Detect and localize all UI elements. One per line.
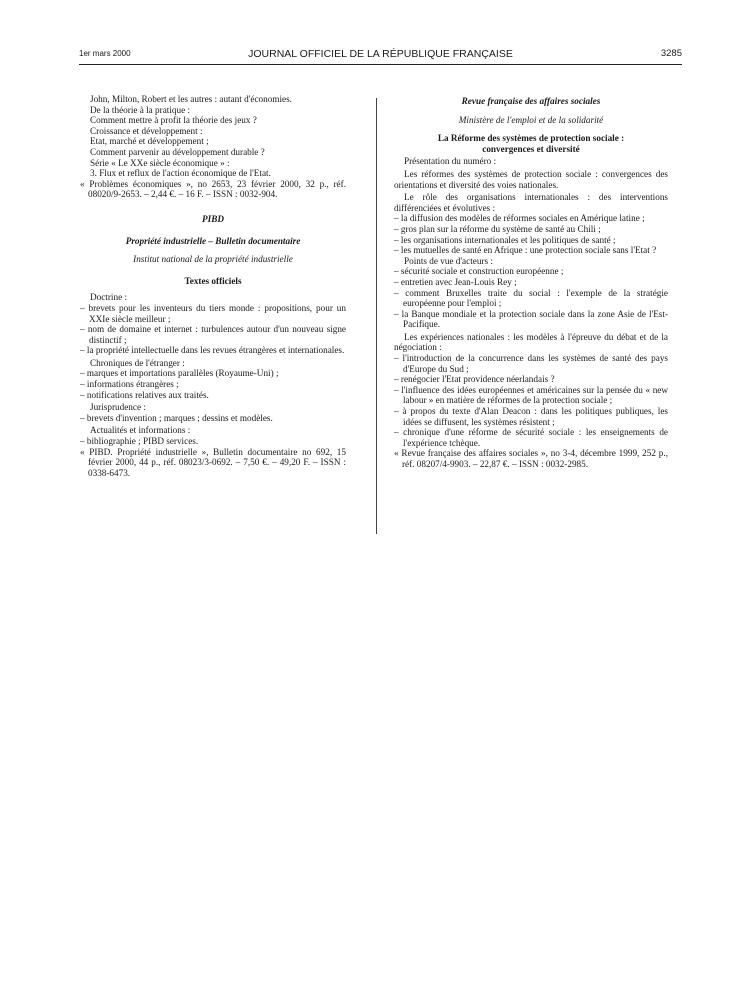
- paragraph: Le rôle des organisations internationales : des interventions différenciées et évolutives :: [394, 192, 668, 213]
- section-heading-textes: Textes officiels: [184, 275, 242, 286]
- paragraph: Les expériences nationales : les modèles à l'épreuve du débat et de la négociation :: [394, 331, 668, 353]
- list-item: – comment Bruxelles traite du social : l'exemple de la stratégie européenne pour l'emploi ;: [394, 287, 668, 309]
- left-line: Comment parvenir au développement durable ?: [90, 146, 265, 157]
- left-line: Comment mettre à profit la théorie des jeux ?: [90, 115, 257, 126]
- list-item: – les organisations internationales et les politiques de santé ;: [394, 234, 616, 245]
- header-date: 1er mars 2000: [79, 49, 131, 58]
- paragraph: Les réformes des systèmes de protection sociale : convergences des orientations et diversité des voies nationales.: [394, 168, 668, 190]
- reference-revue: « Revue française des affaires sociales », no 3-4, décembre 1999, 252 p., réf. 08207/4-9903. – 22,87 €. – ISSN : 0032-2985.: [394, 448, 668, 469]
- left-column: [80, 94, 346, 478]
- paragraph: Points de vue d'acteurs :: [404, 255, 493, 266]
- left-line: 3. Flux et reflux de l'action économique de l'Etat.: [90, 168, 271, 179]
- left-line: John, Milton, Robert et les autres : autant d'économies.: [90, 94, 292, 104]
- page-header: [79, 46, 682, 62]
- reference-pibd: « PIBD. Propriété industrielle », Bulletin documentaire no 692, 15 février 2000, 44 p., réf. 08023/3-0692. – 7,50 €. – 49,20 F. – ISSN : 0338-6473.: [80, 446, 346, 478]
- list-item: – notifications relatives aux traités.: [80, 389, 209, 400]
- presentation-label: Présentation du numéro :: [404, 156, 497, 167]
- list-item: – à propos du texte d'Alan Deacon : dans les politiques publiques, les idées se diffusent, les systèmes résistent ;: [394, 406, 668, 427]
- list-item: – les mutuelles de santé en Afrique : une protection sociale sans l'Etat ?: [394, 245, 657, 256]
- list-item: – la diffusion des modèles de réformes sociales en Amérique latine ;: [394, 213, 645, 224]
- list-item: – renégocier l'Etat providence néerlandais ?: [394, 374, 555, 385]
- list-item: – gros plan sur la réforme du système de santé au Chili ;: [394, 223, 601, 234]
- list-item: – brevets d'invention ; marques ; dessins et modèles.: [80, 412, 273, 423]
- list-item: – brevets pour les inventeurs du tiers monde : propositions, pour un XXIe siècle meilleur ;: [80, 302, 346, 324]
- left-line: Croissance et développement :: [90, 125, 203, 136]
- right-column: [394, 94, 668, 470]
- ministry-name: Ministère de l'emploi et de la solidarité: [458, 114, 604, 125]
- actualites-label: Actualités et informations :: [90, 425, 191, 436]
- list-item: – l'influence des idées européennes et américaines sur la pensée du « new labour » en matière de réformes de la protection sociale ;: [394, 384, 668, 406]
- list-item: – la Banque mondiale et la protection sociale dans la zone Asie de l'Est-Pacifique.: [394, 308, 668, 330]
- header-rule: [79, 64, 682, 65]
- jurisprudence-label: Jurisprudence :: [90, 402, 146, 413]
- list-item: – informations étrangères ;: [80, 379, 179, 390]
- list-item: – nom de domaine et internet : turbulences autour d'un nouveau signe distinctif ;: [80, 324, 346, 345]
- left-line: Série « Le XXe siècle économique » :: [90, 157, 230, 168]
- issue-heading: La Réforme des systèmes de protection sociale : convergences et diversité: [437, 133, 625, 154]
- list-item: – sécurité sociale et construction européenne ;: [394, 266, 564, 277]
- doctrine-label: Doctrine :: [90, 292, 127, 303]
- reference-problemes-economiques: « Problèmes économiques », no 2653, 23 février 2000, 32 p., réf. 08020/9-2653. – 2,44 €. – 16 F. – ISSN : 0032-904.: [80, 178, 346, 200]
- section-institute: Institut national de la propriété industrielle: [133, 254, 293, 265]
- journal-title: Revue française des affaires sociales: [461, 96, 601, 106]
- chroniques-label: Chroniques de l'étranger :: [90, 357, 185, 368]
- header-journal-title: JOURNAL OFFICIEL DE LA RÉPUBLIQUE FRANÇAISE: [248, 48, 513, 60]
- header-page-number: 3285: [660, 48, 682, 59]
- section-subtitle: Propriété industrielle – Bulletin documentaire: [125, 235, 301, 246]
- list-item: – marques et importations parallèles (Royaume-Uni) ;: [80, 368, 279, 379]
- list-item: – l'introduction de la concurrence dans les systèmes de santé des pays d'Europe du Sud ;: [394, 353, 668, 374]
- list-item: – bibliographie ; PIBD services.: [80, 436, 199, 447]
- section-title-pibd: PIBD: [202, 213, 224, 224]
- column-divider: [376, 98, 377, 534]
- list-item: – entretien avec Jean-Louis Rey ;: [394, 276, 517, 287]
- list-item: – la propriété intellectuelle dans les revues étrangères et internationales.: [80, 345, 345, 356]
- list-item: – chronique d'une réforme de sécurité sociale : les enseignements de l'expérience tchèque.: [394, 427, 668, 448]
- left-line: De la théorie à la pratique :: [90, 104, 190, 115]
- left-line: Etat, marché et développement ;: [90, 136, 209, 147]
